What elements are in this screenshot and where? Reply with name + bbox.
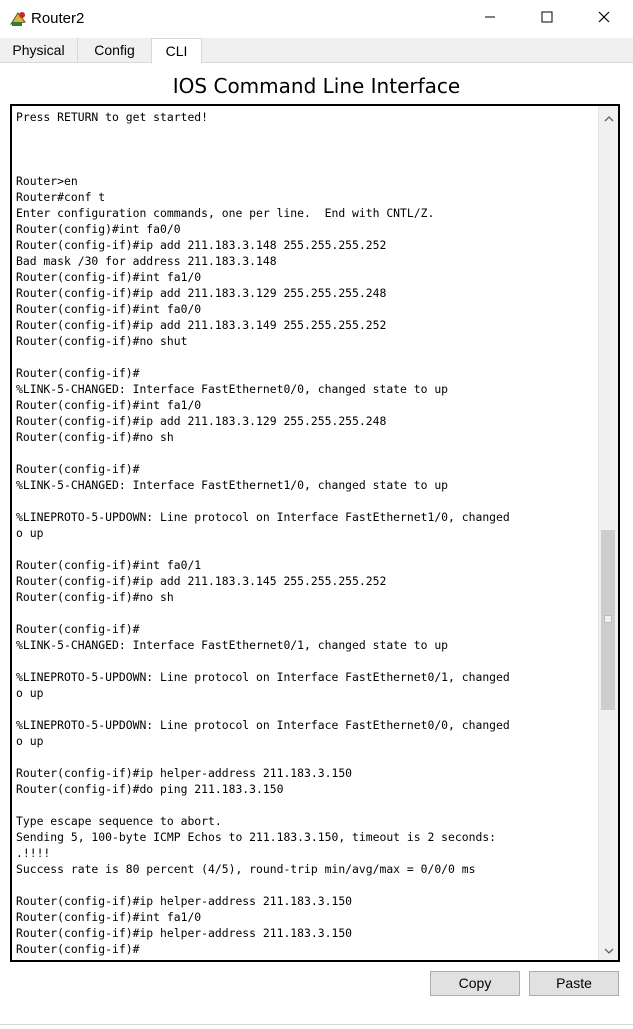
page-title: IOS Command Line Interface: [172, 74, 461, 98]
maximize-icon: [541, 10, 553, 28]
tab-cli[interactable]: CLI: [151, 38, 202, 64]
scroll-thumb[interactable]: [601, 530, 615, 710]
scroll-up-button[interactable]: [599, 108, 618, 128]
paste-button[interactable]: Paste: [529, 971, 619, 996]
tab-physical[interactable]: Physical: [0, 38, 78, 62]
bottom-divider: [0, 1024, 633, 1025]
vertical-scrollbar[interactable]: [598, 106, 618, 960]
close-icon: [598, 10, 610, 28]
maximize-button[interactable]: [518, 0, 576, 38]
minimize-icon: [484, 10, 496, 28]
router-app-icon: [9, 10, 27, 28]
chevron-down-icon: [604, 941, 614, 959]
minimize-button[interactable]: [461, 0, 519, 38]
scroll-grip-icon: [604, 615, 612, 623]
cli-output[interactable]: Press RETURN to get started! Router>en Router#conf t Enter configuration commands, one per line. End with CNTL/Z. Router(config)#int fa0/0 Router(config-if)#ip add 211.183.3.148 255.255.255.252 Bad mask /30 for address 211.183.3.148 Router(config-if)#int fa1/0 Router(config-if)#ip add 211.183.3.129 255.255.255.248 Router(config-if)#int fa0/0 Router(config-if)#ip add 211.183.3.149 255.255.255.252 Router(config-if)#no shut Router(config-if)# %LINK-5-CHANGED: Interface FastEthernet0/0, changed state to up Router(config-if)#int fa1/0 Router(config-if)#ip add 211.183.3.129 255.255.255.248 Router(config-if)#no sh Router(config-if)# %LINK-5-CHANGED: Interface FastEthernet1/0, changed state to up %LINEPROTO-5-UPDOWN: Line protocol on Interface FastEthernet1/0, changed o up Router(config-if)#int fa0/1 Router(config-if)#ip add 211.183.3.145 255.255.255.252 Router(config-if)#no sh Router(config-if)# %LINK-5-CHANGED: Interface FastEthernet0/1, changed state to up %LINEPROTO-5-UPDOWN: Line protocol on Interface FastEthernet0/1, changed o up %LINEPROTO-5-UPDOWN: Line protocol on Interface FastEthernet0/0, changed o up Router(config-if)#ip helper-address 211.183.3.150 Router(config-if)#do ping 211.183.3.150 Type escape sequence to abort. Sending 5, 100-byte ICMP Echos to 211.183.3.150, timeout is 2 seconds: .!!!! Success rate is 80 percent (4/5), round-trip min/avg/max = 0/0/0 ms Router(config-if)#ip helper-address 211.183.3.150 Router(config-if)#int fa1/0 Router(config-if)#ip helper-address 211.183.3.150 Router(config-if)#: [16, 110, 510, 956]
window-title: Router2: [31, 10, 85, 27]
scroll-down-button[interactable]: [599, 940, 618, 960]
chevron-up-icon: [604, 109, 614, 127]
tab-strip: [0, 38, 633, 63]
close-button[interactable]: [575, 0, 633, 38]
cli-console[interactable]: [10, 104, 620, 962]
tab-config[interactable]: Config: [78, 38, 152, 62]
copy-button[interactable]: Copy: [430, 971, 520, 996]
title-bar: [0, 0, 633, 38]
